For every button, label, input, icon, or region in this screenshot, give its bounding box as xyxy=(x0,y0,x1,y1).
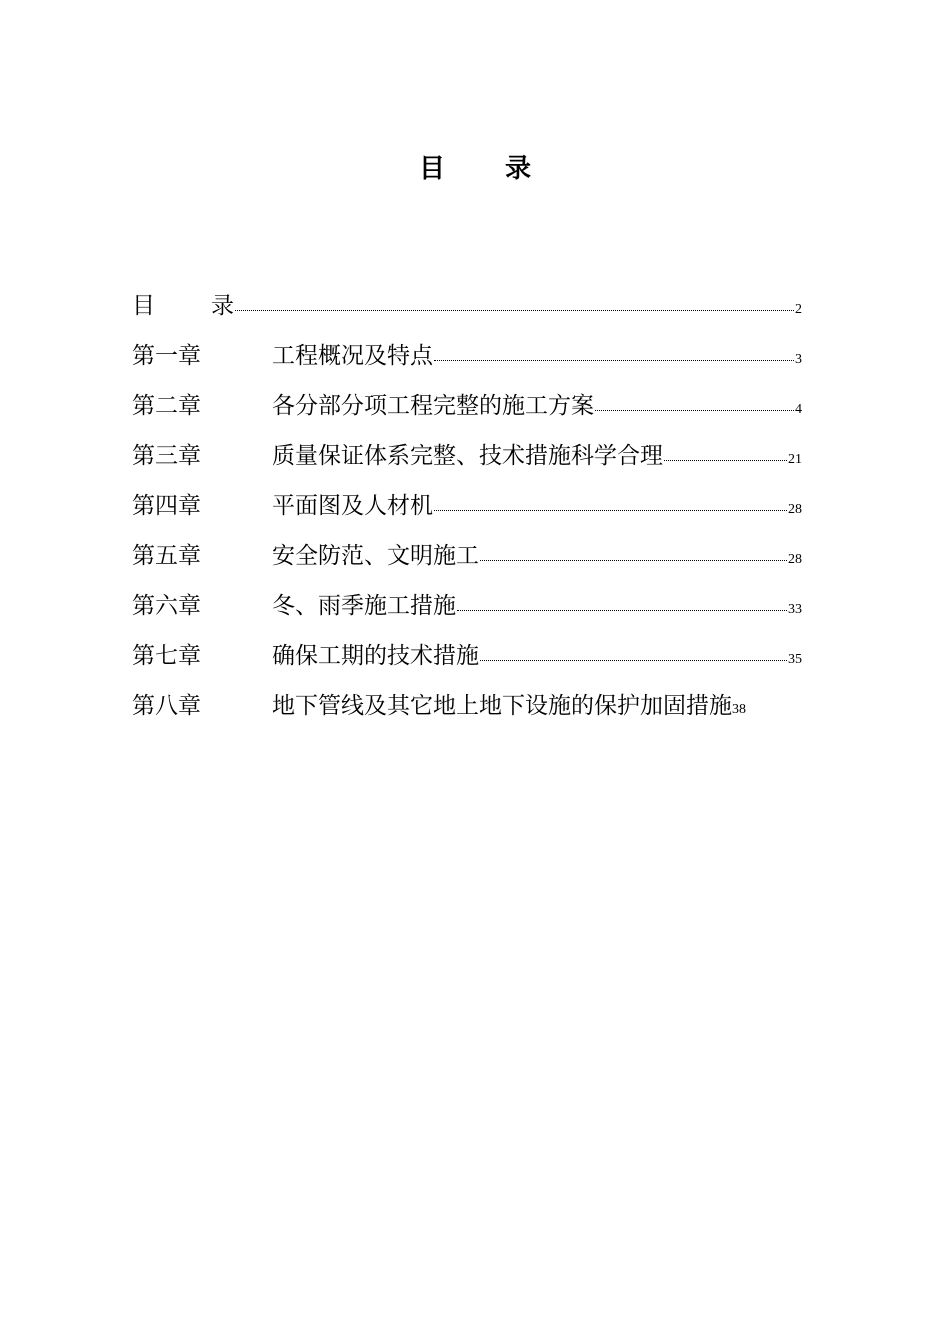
toc-row-chapter-7[interactable] xyxy=(132,638,802,688)
toc-leader xyxy=(235,309,794,311)
toc-row-chapter-6[interactable] xyxy=(132,588,802,638)
toc-chapter-label: 第七章 xyxy=(132,643,201,669)
toc-leader xyxy=(434,359,794,361)
toc-chapter-label: 第一章 xyxy=(132,343,201,369)
toc-chapter-label: 第五章 xyxy=(132,543,201,569)
toc-chapter-label: 第六章 xyxy=(132,593,201,619)
toc-row-chapter-3[interactable] xyxy=(132,438,802,488)
toc-page-number: 28 xyxy=(788,552,802,567)
toc-row-chapter-1[interactable] xyxy=(132,338,802,388)
toc-chapter-label: 第三章 xyxy=(132,443,201,469)
toc-page-number: 3 xyxy=(795,352,802,367)
toc-page-number: 2 xyxy=(795,302,802,317)
toc-page-number: 33 xyxy=(788,602,802,617)
toc-contents-char-2: 录 xyxy=(211,293,234,319)
toc-page-number: 4 xyxy=(795,402,802,417)
toc-leader xyxy=(480,659,787,661)
toc-leader xyxy=(434,509,787,511)
title-char-1: 目 xyxy=(418,154,445,184)
toc-page-number: 21 xyxy=(788,452,802,467)
toc-chapter-title: 安全防范、文明施工 xyxy=(272,543,479,569)
toc-chapter-title: 平面图及人材机 xyxy=(272,493,433,519)
toc-page-number: 28 xyxy=(788,502,802,517)
toc-chapter-title: 确保工期的技术措施 xyxy=(272,643,479,669)
toc-chapter-label: 第八章 xyxy=(132,693,201,719)
page-title xyxy=(0,148,950,185)
toc-row-chapter-2[interactable] xyxy=(132,388,802,438)
toc-chapter-title: 地下管线及其它地上地下设施的保护加固措施 xyxy=(272,693,732,719)
toc-chapter-title: 质量保证体系完整、技术措施科学合理 xyxy=(272,443,663,469)
title-char-2: 录 xyxy=(505,154,532,184)
toc-leader xyxy=(457,609,787,611)
toc-chapter-title: 冬、雨季施工措施 xyxy=(272,593,456,619)
toc-chapter-label: 第四章 xyxy=(132,493,201,519)
toc-chapter-label: 第二章 xyxy=(132,393,201,419)
toc-row-contents[interactable] xyxy=(132,288,802,338)
toc-leader xyxy=(595,409,794,411)
toc-chapter-title: 各分部分项工程完整的施工方案 xyxy=(272,393,594,419)
toc-row-chapter-5[interactable] xyxy=(132,538,802,588)
toc-chapter-title: 工程概况及特点 xyxy=(272,343,433,369)
toc-page-number: 35 xyxy=(788,652,802,667)
toc-leader xyxy=(664,459,787,461)
toc-row-chapter-4[interactable] xyxy=(132,488,802,538)
toc-leader xyxy=(480,559,787,561)
table-of-contents xyxy=(132,288,802,738)
toc-page-number: 38 xyxy=(732,702,746,717)
toc-row-chapter-8[interactable] xyxy=(132,688,802,738)
toc-contents-char-1: 目 xyxy=(132,293,155,319)
